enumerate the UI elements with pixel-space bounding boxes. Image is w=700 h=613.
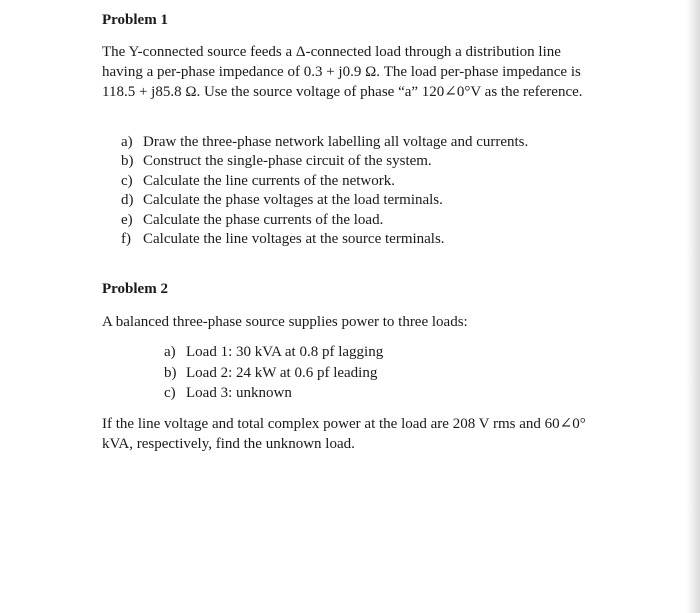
problem1-title: Problem 1 bbox=[102, 12, 168, 28]
problem2-intro bbox=[102, 312, 662, 332]
item-marker: e) bbox=[121, 211, 133, 228]
item-text: Calculate the phase currents of the load. bbox=[143, 211, 384, 228]
page-edge-shadow bbox=[686, 0, 700, 613]
problem1-statement bbox=[102, 42, 662, 102]
problem2-title: Problem 2 bbox=[102, 281, 168, 297]
list-item bbox=[121, 152, 528, 171]
problem1-line-2: having a per-phase impedance of 0.3 + j0.9 Ω. The load per-phase impedance is bbox=[102, 64, 581, 80]
item-text: Construct the single-phase circuit of the system. bbox=[143, 153, 432, 170]
item-text: Calculate the line currents of the network. bbox=[143, 172, 395, 189]
problem2-load-list bbox=[164, 342, 383, 404]
item-marker: c) bbox=[121, 172, 133, 189]
list-item bbox=[164, 363, 383, 384]
item-marker: b) bbox=[121, 153, 134, 170]
item-marker: b) bbox=[164, 364, 177, 381]
problem2-intro-line: A balanced three-phase source supplies power to three loads: bbox=[102, 314, 468, 330]
problem1-line-1: The Y-connected source feeds a Δ-connected load through a distribution line bbox=[102, 44, 561, 60]
item-marker: d) bbox=[121, 192, 134, 209]
item-text: Calculate the line voltages at the source terminals. bbox=[143, 230, 445, 247]
problem1-task-list bbox=[121, 133, 528, 249]
item-marker: c) bbox=[164, 385, 176, 401]
item-text: Load 3: unknown bbox=[186, 385, 292, 401]
item-text: Load 2: 24 kW at 0.6 pf leading bbox=[186, 364, 378, 381]
list-item bbox=[121, 133, 528, 152]
item-text: Draw the three-phase network labelling all voltage and currents. bbox=[143, 134, 529, 150]
list-item bbox=[121, 191, 528, 210]
item-text: Calculate the phase voltages at the load terminals. bbox=[143, 192, 443, 209]
list-item bbox=[164, 383, 383, 404]
problem2-question bbox=[102, 414, 662, 454]
problem2-closing-line-2: kVA, respectively, find the unknown load. bbox=[102, 436, 355, 452]
item-marker: a) bbox=[121, 134, 133, 150]
list-item bbox=[121, 172, 528, 191]
problem2-closing-line-1: If the line voltage and total complex power at the load are 208 V rms and 60∠0° bbox=[102, 416, 586, 432]
list-item bbox=[121, 230, 528, 249]
item-text: Load 1: 30 kVA at 0.8 pf lagging bbox=[186, 344, 384, 360]
item-marker: a) bbox=[164, 344, 176, 360]
list-item bbox=[164, 342, 383, 363]
problem1-line-3: 118.5 + j85.8 Ω. Use the source voltage of phase “a” 120∠0°V as the reference. bbox=[102, 84, 583, 100]
list-item bbox=[121, 211, 528, 230]
item-marker: f) bbox=[121, 230, 131, 247]
